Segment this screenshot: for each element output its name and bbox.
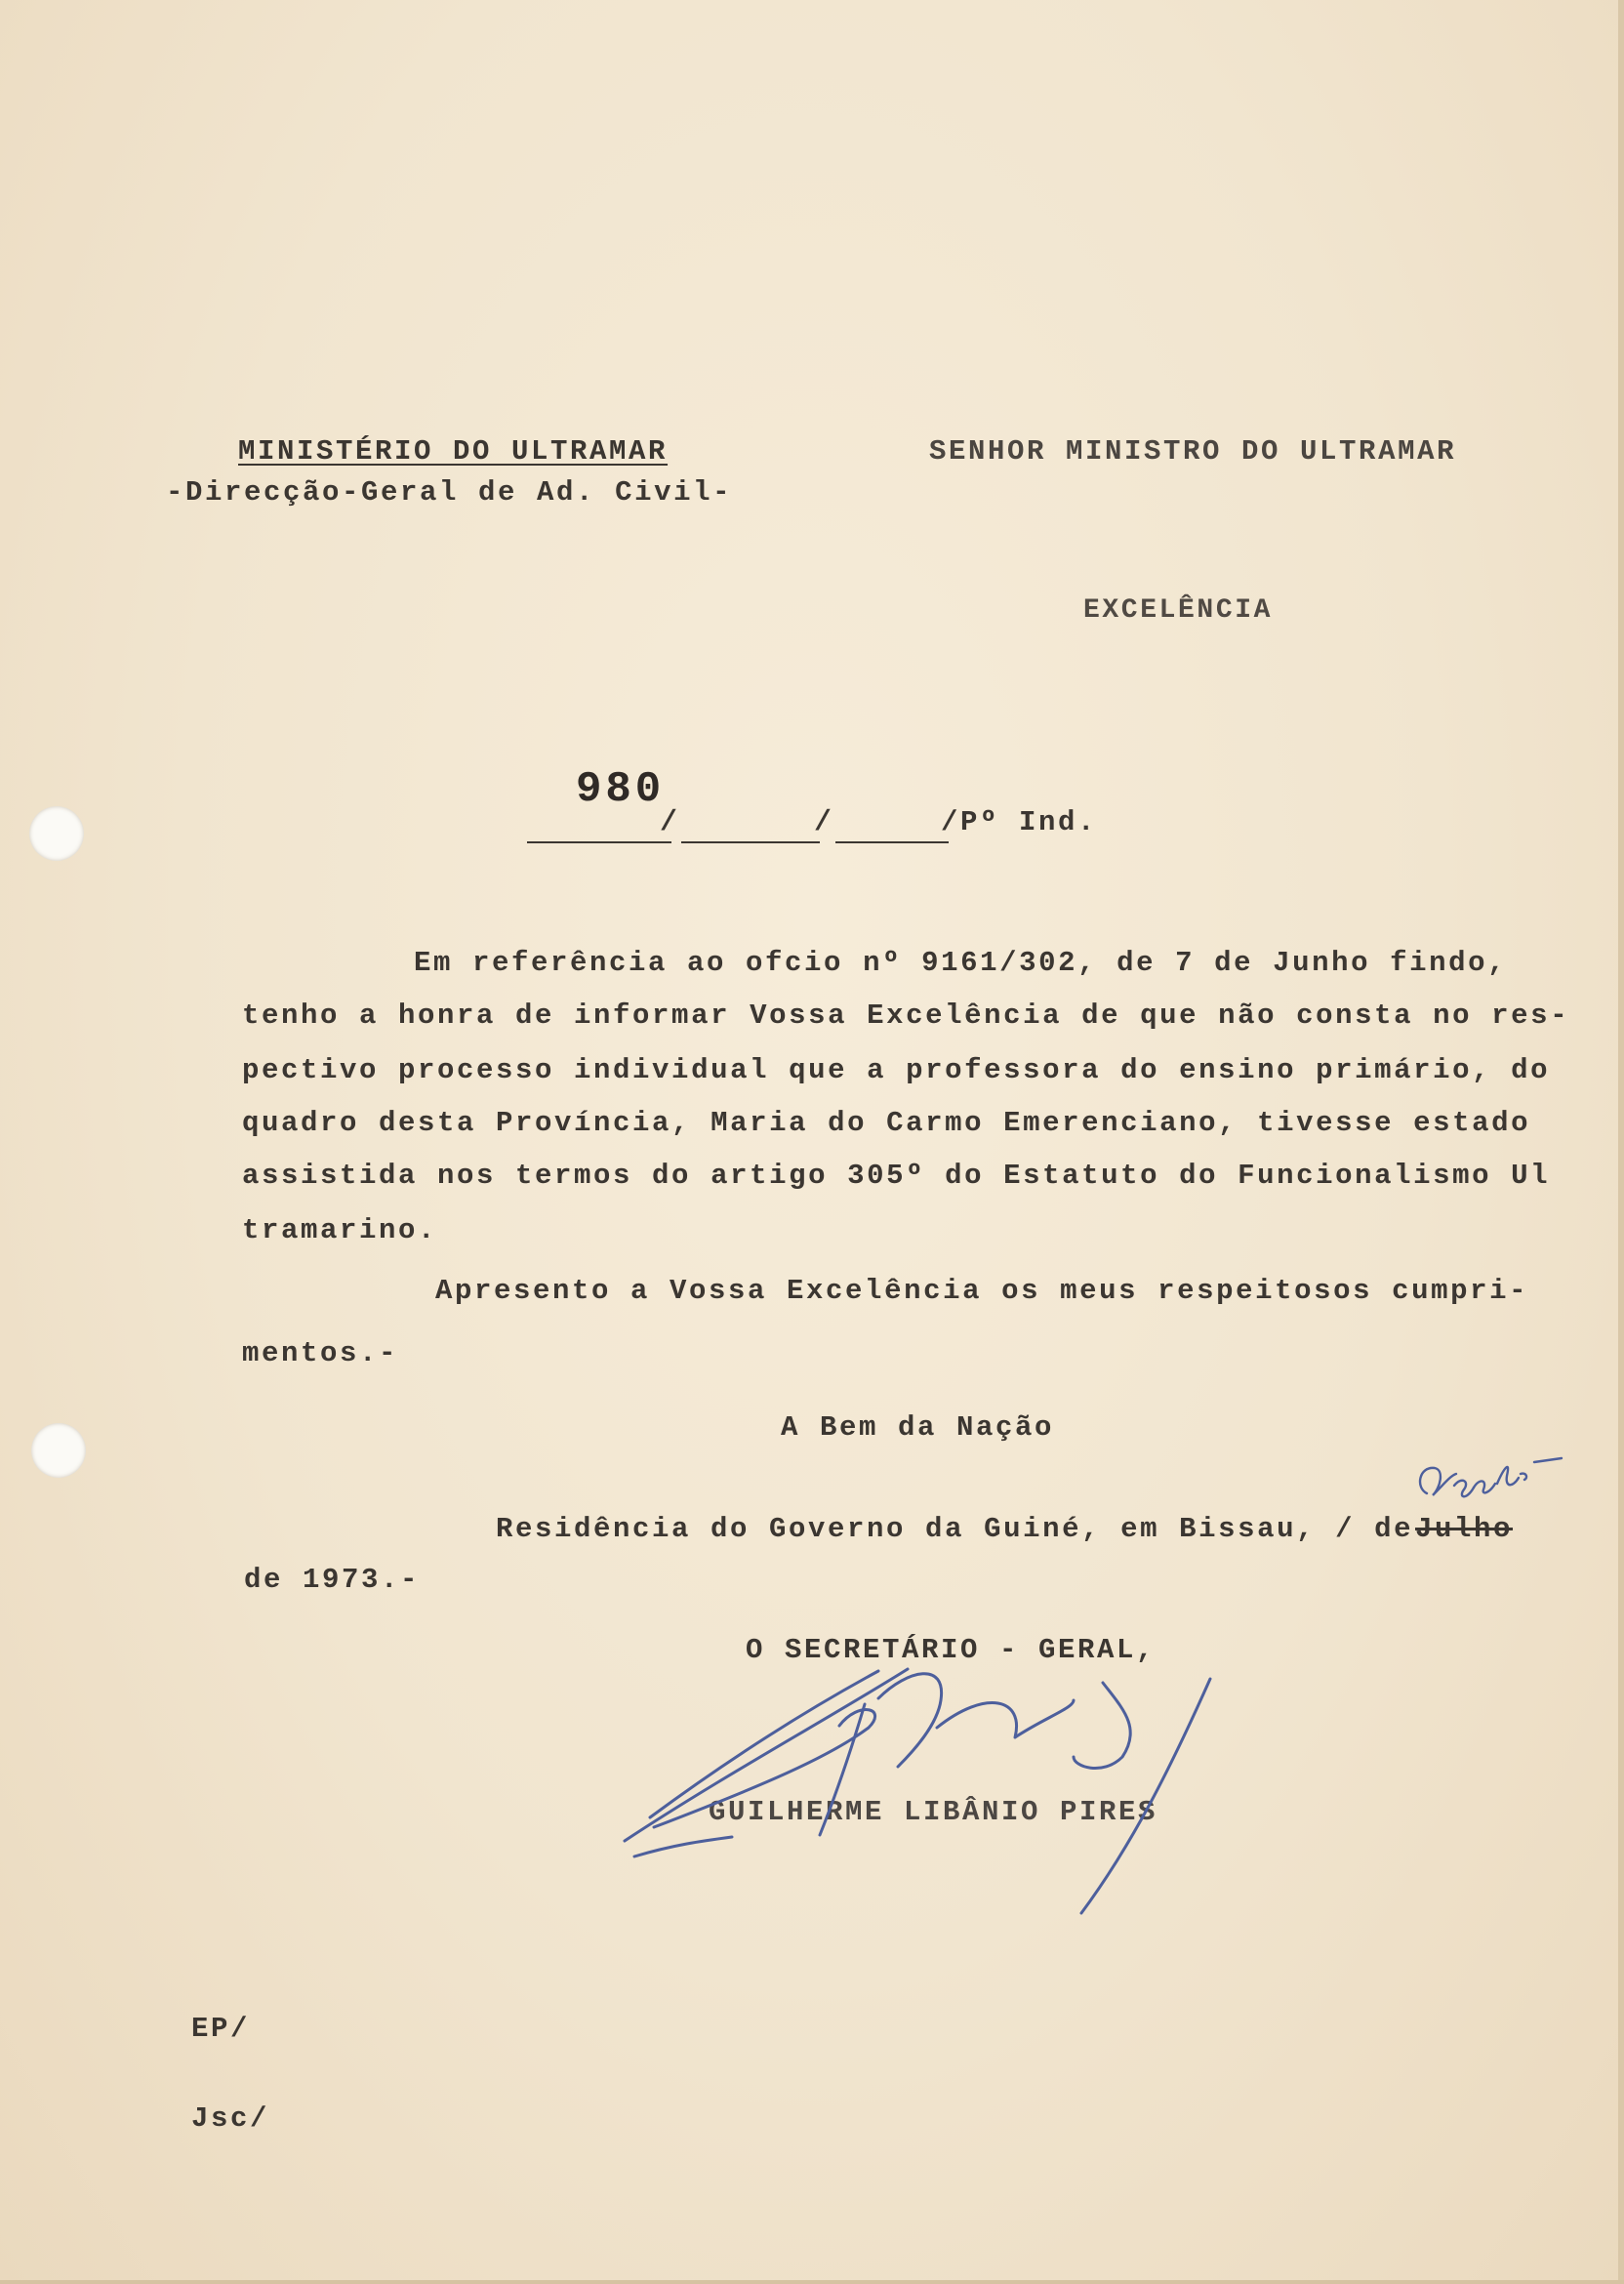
body-line-4: quadro desta Província, Maria do Carmo Emerenciano, tivesse estado xyxy=(242,1107,1531,1139)
paper-edge-bottom xyxy=(0,2280,1624,2284)
paper-edge-right xyxy=(1618,0,1624,2284)
signature-title: O SECRETÁRIO - GERAL, xyxy=(746,1634,1157,1666)
signatory-name: GUILHERME LIBÂNIO PIRES xyxy=(709,1796,1158,1828)
reference-blank-3 xyxy=(835,841,949,843)
year-line: de 1973.- xyxy=(244,1564,421,1596)
initials-line-1: EP/ xyxy=(191,2013,251,2045)
reference-blank-1 xyxy=(527,841,671,843)
motto: A Bem da Nação xyxy=(781,1411,1055,1444)
handwritten-month xyxy=(1405,1448,1571,1517)
salutation: EXCELÊNCIA xyxy=(1083,595,1274,626)
body-line-1: Em referência ao ofcio nº 9161/302, de 7 de Junho findo, xyxy=(414,947,1508,979)
struck-month: Julho xyxy=(1415,1513,1514,1545)
body-line-3: pectivo processo individual que a professora do ensino primário, do xyxy=(242,1054,1551,1086)
body-line-5: assistida nos termos do artigo 305º do Estatuto do Funcionalismo Ul xyxy=(242,1160,1551,1192)
reference-blank-2 xyxy=(681,841,820,843)
body-line-2: tenho a honra de informar Vossa Excelência de que não consta no res- xyxy=(242,999,1570,1032)
initials-line-2: Jsc/ xyxy=(191,2102,270,2135)
place-line: Residência do Governo da Guiné, em Bissau, / de xyxy=(496,1513,1414,1545)
directorate-heading: -Direcção-Geral de Ad. Civil- xyxy=(166,476,733,509)
reference-slash-2: / xyxy=(814,806,832,839)
reference-slash-1: / xyxy=(660,806,678,839)
body-line-7: Apresento a Vossa Excelência os meus respeitosos cumpri- xyxy=(435,1275,1529,1307)
body-line-8: mentos.- xyxy=(242,1337,399,1369)
reference-number: 980 xyxy=(576,765,666,814)
addressee: SENHOR MINISTRO DO ULTRAMAR xyxy=(929,435,1457,468)
punch-hole-top xyxy=(29,806,84,861)
signature xyxy=(615,1611,1259,1923)
body-line-6: tramarino. xyxy=(242,1214,438,1246)
ministry-heading: MINISTÉRIO DO ULTRAMAR xyxy=(238,435,669,468)
reference-suffix: /Pº Ind. xyxy=(941,806,1098,838)
punch-hole-bottom xyxy=(31,1423,86,1478)
